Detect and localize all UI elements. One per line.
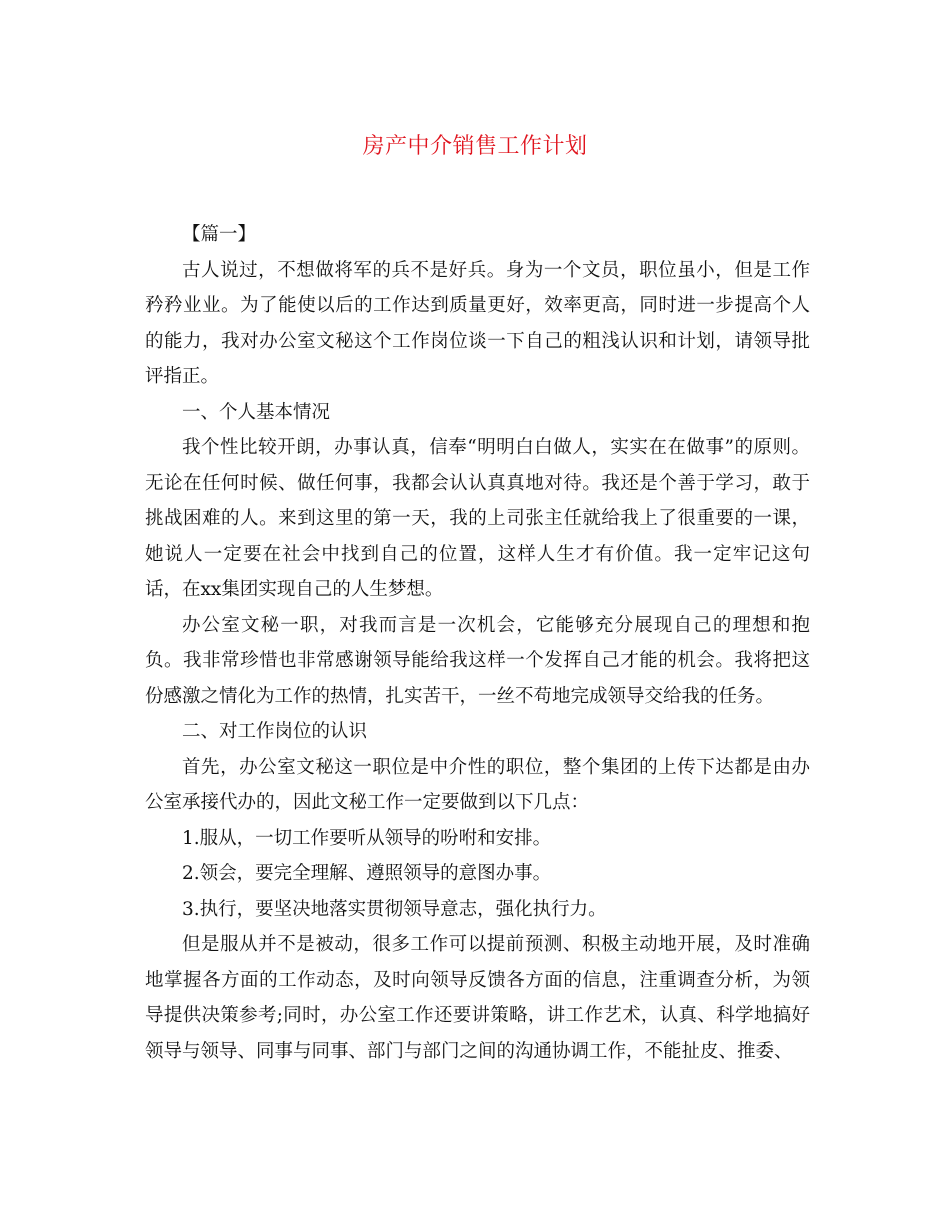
section-heading: 二、对工作岗位的认识 <box>182 721 368 742</box>
paragraph: 办公室文秘一职，对我而言是一次机会，它能够充分展现自己的理想和抱负。我非常珍惜也非常感谢领导能给我这样一个发挥自己才能的机会。我将把这份感激之情化为工作的热情，扎实苦干，一丝不苟地完成领导交给我的任务。 <box>145 614 810 707</box>
paragraph: 古人说过，不想做将军的兵不是好兵。身为一个文员，职位虽小，但是工作矜矜业业。为了能使以后的工作达到质量更好，效率更高，同时进一步提高个人的能力，我对办公室文秘这个工作岗位谈一下自己的粗浅认识和计划，请领导批评指正。 <box>145 259 810 387</box>
list-item: 1.服从，一切工作要听从领导的吩咐和安排。 <box>182 827 552 849</box>
paragraph: 首先，办公室文秘这一职位是中介性的职位，整个集团的上传下达都是由办公室承接代办的，因此文秘工作一定要做到以下几点： <box>145 756 810 813</box>
list-item: 2.领会，要完全理解、遵照领导的意图办事。 <box>182 863 552 884</box>
document-body <box>145 217 810 1069</box>
paragraph: 我个性比较开朗，办事认真，信奉“明明白白做人，实实在在做事”的原则。无论在任何时候、做任何事，我都会认认真真地对待。我还是个善于学习，敢于挑战困难的人。来到这里的第一天，我的上司张主任就给我上了很重要的一课，她说人一定要在社会中找到自己的位置，这样人生才有价值。我一定牢记这句话，在xx集团实现自己的人生梦想。 <box>145 437 810 600</box>
section-marker: 【篇一】 <box>182 224 257 245</box>
section-heading: 一、个人基本情况 <box>182 401 331 423</box>
list-item: 3.执行，要坚决地落实贯彻领导意志，强化执行力。 <box>182 898 607 920</box>
paragraph: 但是服从并不是被动，很多工作可以提前预测、积极主动地开展，及时准确地掌握各方面的工作动态，及时向领导反馈各方面的信息，注重调查分析，为领导提供决策参考;同时，办公室工作还要讲策略，讲工作艺术，认真、科学地搞好领导与领导、同事与同事、部门与部门之间的沟通协调工作，不能扯皮、推委、 <box>145 934 810 1062</box>
document-title: 房产中介销售工作计划 <box>362 134 588 159</box>
